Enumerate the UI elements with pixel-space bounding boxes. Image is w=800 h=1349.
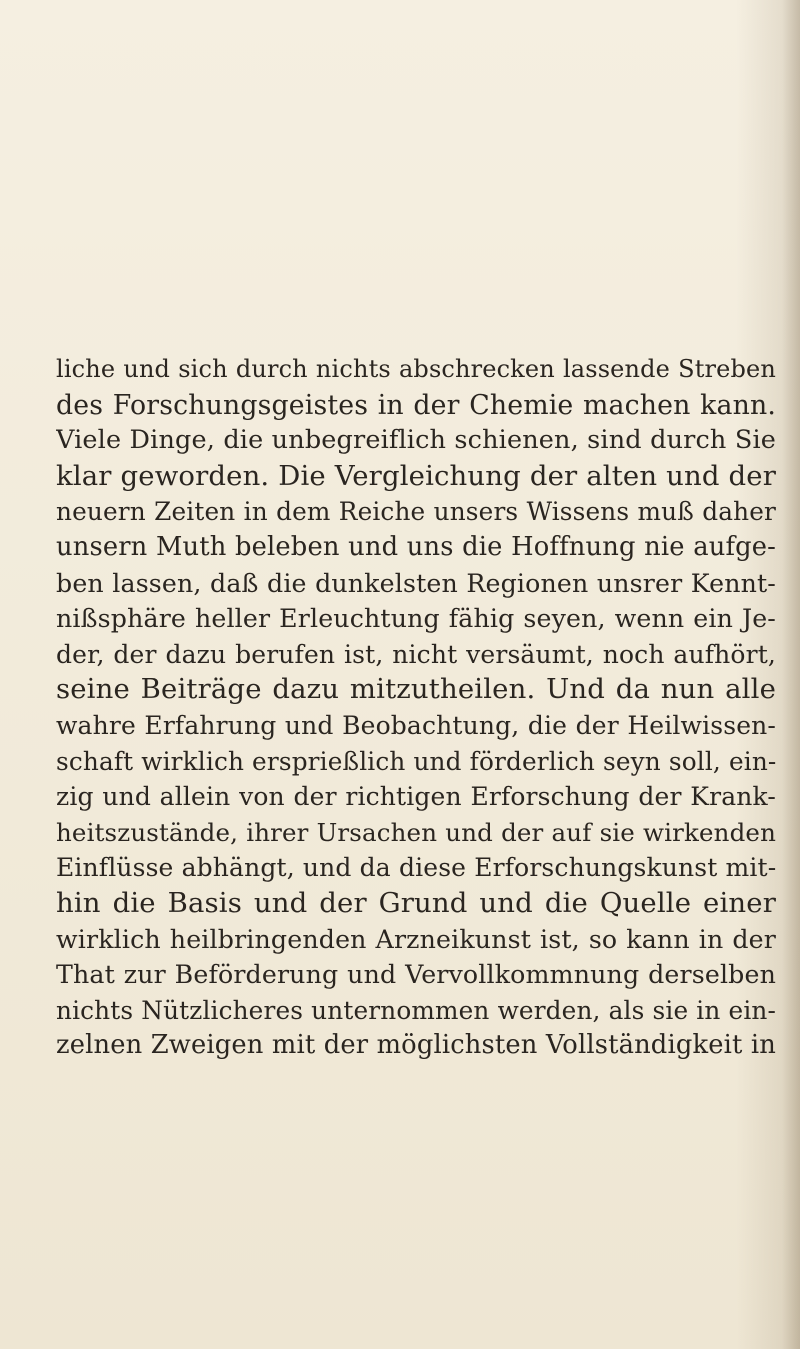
text-line: nichts Nützlicheres unternommen werden, als sie in ein- [56, 995, 776, 1025]
text-line: heitszustände, ihrer Ursachen und der auf sie wirkenden [56, 817, 776, 847]
text-line: nißsphäre heller Erleuchtung fähig seyen, wenn ein Je- [56, 604, 776, 634]
text-line: der, der dazu berufen ist, nicht versäumt, noch aufhört, [56, 639, 776, 669]
text-line: liche und sich durch nichts abschrecken lassende Streben [56, 355, 776, 383]
text-line: klar geworden. Die Vergleichung der alten und der [56, 459, 776, 492]
text-line: des Forschungsgeistes in der Chemie machen kann. [56, 389, 776, 421]
text-line: wahre Erfahrung und Beobachtung, die der Heilwissen- [56, 710, 776, 740]
page-edge-shadow [782, 0, 800, 1349]
text-line: wirklich heilbringenden Arzneikunst ist, so kann in der [56, 924, 776, 954]
text-line: seine Beiträge dazu mitzutheilen. Und da nun alle [56, 673, 776, 706]
text-line: hin die Basis und der Grund und die Quelle einer [56, 886, 776, 919]
text-line: neuern Zeiten in dem Reiche unsers Wissens muß daher [56, 497, 776, 527]
body-text [56, 352, 776, 1064]
text-line: schaft wirklich ersprießlich und förderlich seyn soll, ein- [56, 746, 776, 776]
text-line: zig und allein von der richtigen Erforschung der Krank- [56, 782, 776, 812]
text-line: unsern Muth beleben und uns die Hoffnung nie aufge- [56, 531, 776, 562]
text-line: Viele Dinge, die unbegreiflich schienen, sind durch Sie [56, 425, 776, 456]
text-line: That zur Beförderung und Vervollkommnung derselben [56, 960, 776, 990]
text-line: Einflüsse abhängt, und da diese Erforschungskunst mit- [56, 853, 776, 883]
text-line: ben lassen, daß die dunkelsten Regionen unsrer Kennt- [56, 568, 776, 598]
text-line: zelnen Zweigen mit der möglichsten Vollständigkeit in [56, 1030, 776, 1061]
